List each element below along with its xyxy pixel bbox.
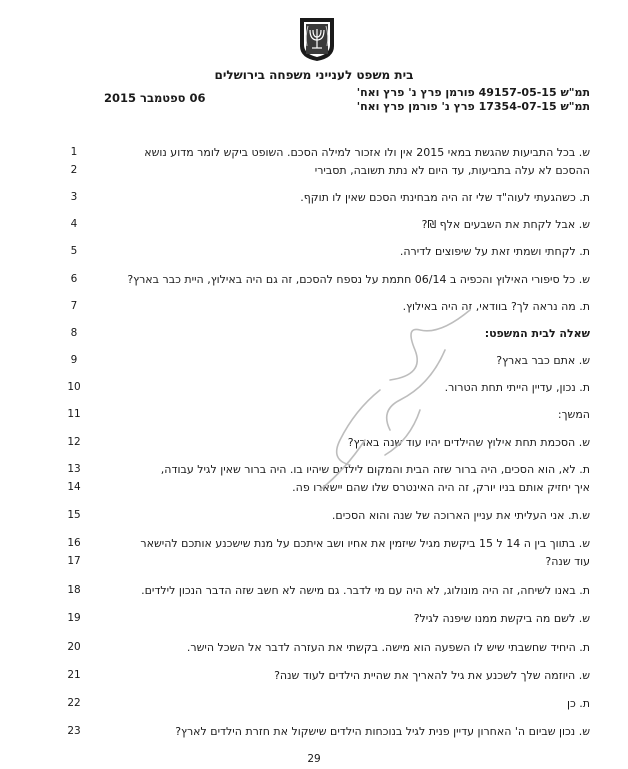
line-number: 8 — [70, 327, 78, 339]
transcript-line-text: עוד שנה? — [545, 555, 590, 568]
line-number: 19 — [67, 612, 81, 624]
transcript-line-text: ש. היוזמה שלך לשכנע את גיל להאריך את שהיית הילדים לעוד שנה? — [274, 669, 590, 682]
case-number-2: תמ"ש 17354-07-15 פרץ נ' פורמן פרץ ואח' — [356, 100, 590, 113]
line-number: 1 — [70, 146, 78, 158]
transcript-line-text: ש. אתם כבר בארץ? — [496, 354, 590, 367]
line-number: 3 — [70, 191, 78, 203]
line-number: 15 — [67, 509, 81, 521]
line-number: 18 — [67, 584, 81, 596]
transcript-line-text: ת. מה נראה לך? בוודאי, זה היה באילוץ. — [402, 300, 590, 313]
line-number: 21 — [67, 669, 81, 681]
line-number: 23 — [67, 725, 81, 737]
transcript-line-text: ההסכם לא עלה בתביעות, עד היום לא נתת תשובה, תסבירי — [314, 164, 590, 177]
line-number: 13 — [67, 463, 81, 475]
hearing-date: 06 ספטמבר 2015 — [104, 91, 206, 105]
transcript-line-text: ש. אבל לקחת את השבעים אלף ₪? — [421, 218, 590, 231]
transcript-line-text: ש. לשם מה ביקשת ממנו שיפנה לגיל? — [413, 612, 590, 625]
transcript-line-text: ת. באנו לשיחה, זה היה מונולוג, לא היה עם מי לדבר. גם מישה לא חשב שזה הדבר הנכון לילדים. — [141, 584, 590, 597]
transcript-line-text: ת. לקחתי ושמתי זאת על שיפוצים לדירה. — [399, 245, 590, 258]
transcript-line-text: איך יחזיק אותם בניו יורק, זה היה האינטרס שלו שהם יישארו פה. — [292, 481, 590, 494]
line-number: 2 — [70, 164, 78, 176]
transcript-line-text: המשך: — [557, 408, 590, 421]
transcript-line-text: ת. היחיד שחשבתי שיש לו השפעה הוא מישה. בקשתי את העזרה לדבר אל השכל הישר. — [186, 641, 590, 654]
line-number: 14 — [67, 481, 81, 493]
page-number: 29 — [307, 753, 321, 765]
transcript-line-text: שאלה לבית המשפט: — [484, 327, 590, 340]
line-number: 5 — [70, 245, 78, 257]
case-number-1: תמ"ש 49157-05-15 פורמן פרץ נ' פרץ ואח' — [356, 86, 590, 99]
line-number: 7 — [70, 300, 78, 312]
transcript-line-text: ת. כן — [566, 697, 590, 710]
line-number: 17 — [67, 555, 81, 567]
transcript-line-text: ת. לא, הוא הסכים, היה ברור שזה הבית והמקום לילדים שיהיו בו. היה ברור שאין לגיל עבודה, — [160, 463, 590, 476]
transcript-line-text: ש. כל סיפורי האילוץ והכפיה ב 06/14 חתמת על נספח להסכם, זה גם היה באילוץ, היית כבר בארץ? — [127, 273, 590, 286]
line-number: 22 — [67, 697, 81, 709]
line-number: 4 — [70, 218, 78, 230]
line-number: 10 — [67, 381, 81, 393]
transcript-line-text: ש. נכון שביום ה' האחרון עדיין פנית לגיל בנוכחות הילדים שישקול את חזרת הילדים לארץ? — [175, 725, 590, 738]
transcript-line-text: ש. בתווך בין ה 14 ל 15 ביקשת מגיל שיזמין את אחיו ושב איתכם על מנת שישכנע אותכם להישאר — [140, 537, 590, 550]
transcript-line-text: ש. הסכמת תחת אילוץ שהילדים יהיו עוד שנה בארץ? — [347, 436, 590, 449]
line-number: 9 — [70, 354, 78, 366]
court-name: בית משפט לענייני משפחה בירושלים — [214, 68, 414, 82]
line-number: 12 — [67, 436, 81, 448]
line-number: 16 — [67, 537, 81, 549]
transcript-line-text: ת. נכון, עדיין הייתי תחת הטרור. — [444, 381, 590, 394]
transcript-line-text: ת. כשהגעתי לעוה"ד שלי זה היה מבחינתי הסכם שאין לו תוקף. — [300, 191, 590, 204]
line-number: 20 — [67, 641, 81, 653]
transcript-line-text: ש.ת. אני העליתי את עניין הארוכה של שנה והוא הסכים. — [331, 509, 590, 522]
line-number: 11 — [67, 408, 81, 420]
line-number: 6 — [70, 273, 78, 285]
transcript-line-text: ש. בכל התביעות שהגשת במאי 2015 אין ולו אזכור למילה הסכם. השופט ביקש לומר מדוע נושא — [144, 146, 590, 159]
